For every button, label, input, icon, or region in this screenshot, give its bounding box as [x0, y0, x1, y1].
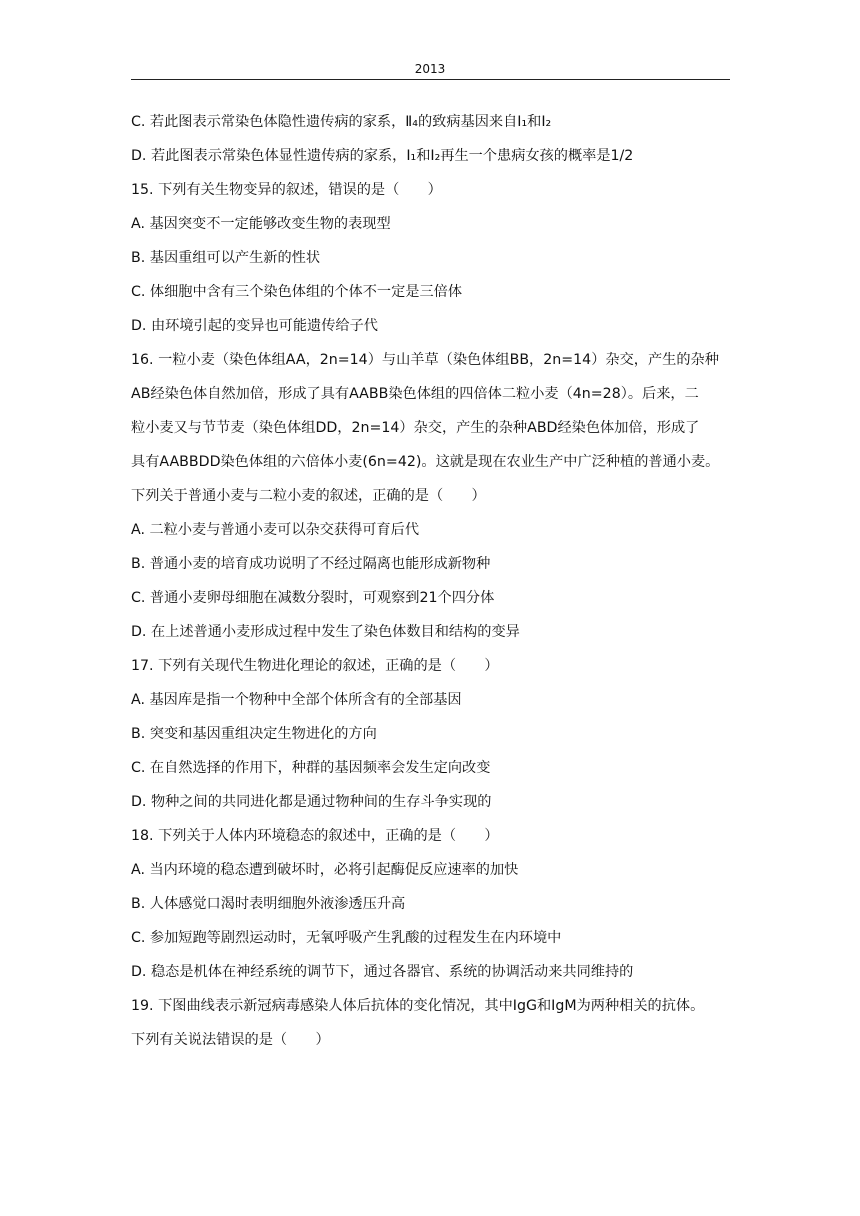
q16-option-a: A. 二粒小麦与普通小麦可以杂交获得可育后代 [131, 522, 420, 538]
q17-option-c: C. 在自然选择的作用下，种群的基因频率会发生定向改变 [131, 760, 491, 776]
q15-stem: 15. 下列有关生物变异的叙述，错误的是（ ） [131, 182, 442, 198]
q15-option-a: A. 基因突变不一定能够改变生物的表现型 [131, 216, 391, 232]
q16-stem-line-3: 粒小麦又与节节麦（染色体组DD，2n=14）杂交，产生的杂种ABD经染色体加倍，形成了 [131, 420, 700, 436]
q17-option-d: D. 物种之间的共同进化都是通过物种间的生存斗争实现的 [131, 794, 492, 810]
q15-option-d: D. 由环境引起的变异也可能遗传给子代 [131, 318, 378, 334]
q16-option-d: D. 在上述普通小麦形成过程中发生了染色体数目和结构的变异 [131, 624, 520, 640]
q17-option-b: B. 突变和基因重组决定生物进化的方向 [131, 726, 377, 742]
q17-option-a: A. 基因库是指一个物种中全部个体所含有的全部基因 [131, 692, 462, 708]
q18-option-a: A. 当内环境的稳态遭到破坏时，必将引起酶促反应速率的加快 [131, 862, 519, 878]
document-body [131, 108, 733, 1060]
q18-option-d: D. 稳态是机体在神经系统的调节下，通过各器官、系统的协调活动来共同维持的 [131, 964, 634, 980]
q15-option-c: C. 体细胞中含有三个染色体组的个体不一定是三倍体 [131, 284, 463, 300]
q16-option-b: B. 普通小麦的培育成功说明了不经过隔离也能形成新物种 [131, 556, 491, 572]
q18-option-c: C. 参加短跑等剧烈运动时，无氧呼吸产生乳酸的过程发生在内环境中 [131, 930, 562, 946]
page-header-year: 2013 [414, 62, 446, 76]
q19-stem-line-2: 下列有关说法错误的是（ ） [131, 1032, 330, 1048]
q19-stem-line-1: 19. 下图曲线表示新冠病毒感染人体后抗体的变化情况，其中IgG和IgM为两种相关的抗体。 [131, 998, 705, 1014]
q16-stem-line-4: 具有AABBDD染色体组的六倍体小麦(6n=42)。这就是现在农业生产中广泛种植的普通小麦。 [131, 454, 720, 470]
q16-option-c: C. 普通小麦卵母细胞在减数分裂时，可观察到21个四分体 [131, 590, 495, 606]
q18-option-b: B. 人体感觉口渴时表明细胞外液渗透压升高 [131, 896, 406, 912]
header-divider [131, 79, 730, 80]
q14-option-d: D. 若此图表示常染色体显性遗传病的家系，I₁和I₂再生一个患病女孩的概率是1/2 [131, 148, 634, 164]
q16-stem-line-5: 下列关于普通小麦与二粒小麦的叙述，正确的是（ ） [131, 488, 486, 504]
q14-option-c: C. 若此图表示常染色体隐性遗传病的家系，Ⅱ₄的致病基因来自I₁和Ⅰ₂ [131, 114, 552, 130]
q16-stem-line-1: 16. 一粒小麦（染色体组AA，2n=14）与山羊草（染色体组BB，2n=14）杂交，产生的杂种 [131, 352, 719, 368]
q16-stem-line-2: AB经染色体自然加倍，形成了具有AABB染色体组的四倍体二粒小麦（4n=28）。后来，二 [131, 386, 699, 402]
q15-option-b: B. 基因重组可以产生新的性状 [131, 250, 321, 266]
q17-stem: 17. 下列有关现代生物进化理论的叙述，正确的是（ ） [131, 658, 499, 674]
q18-stem: 18. 下列关于人体内环境稳态的叙述中，正确的是（ ） [131, 828, 499, 844]
